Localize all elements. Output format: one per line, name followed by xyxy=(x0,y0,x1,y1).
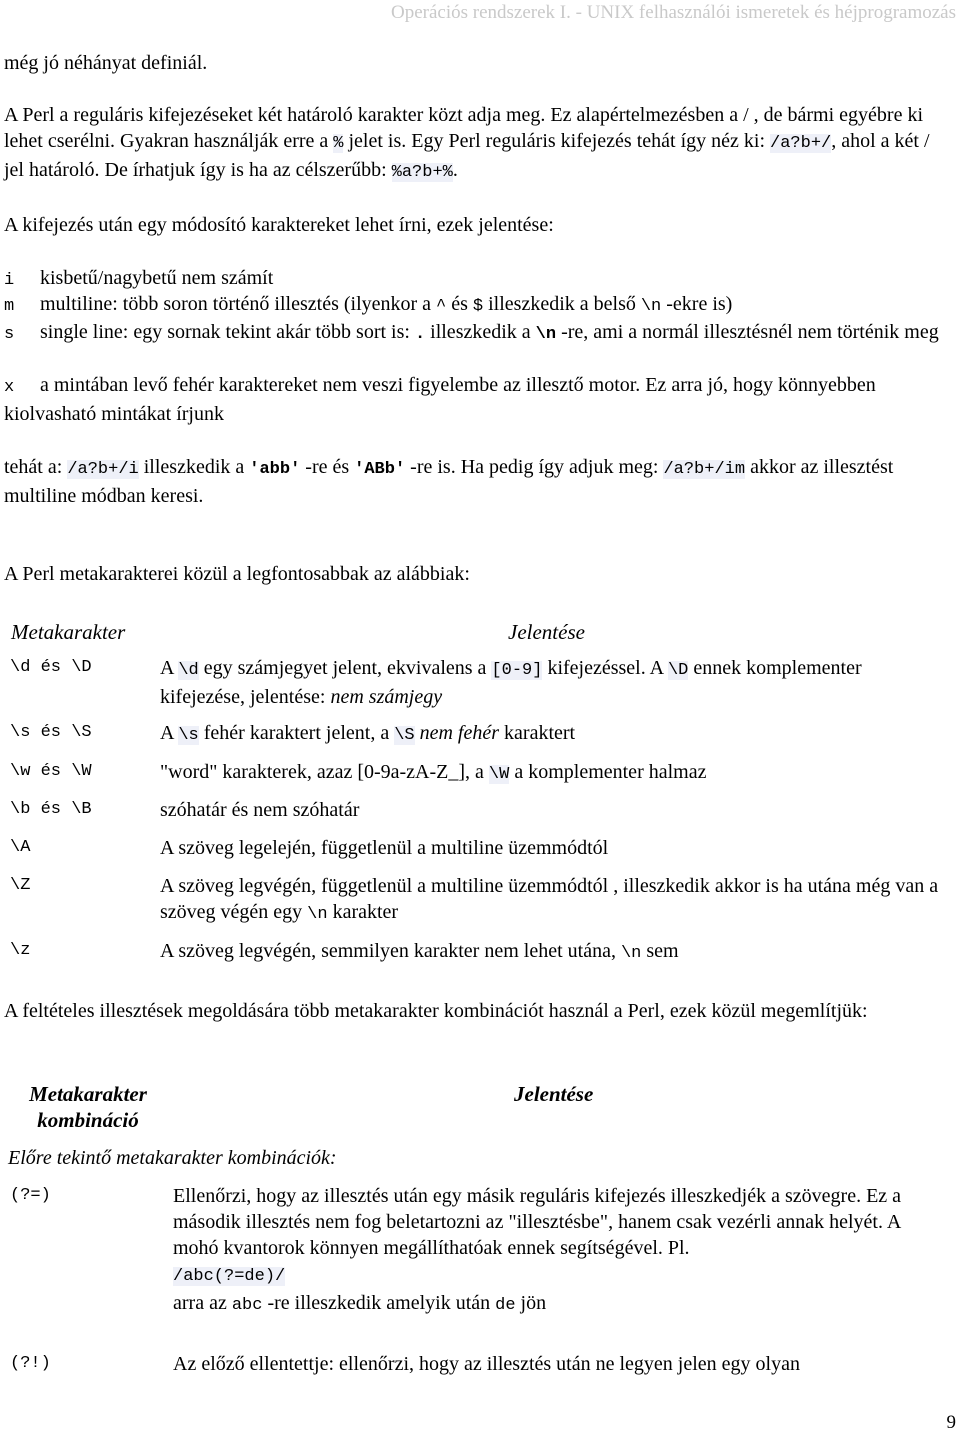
combo-subheading: Előre tekintő metakarakter kombinációk: xyxy=(8,1147,337,1169)
meta-desc-w: "word" karakterek, azaz [0-9a-zA-Z_], a \W a komplementer halmaz xyxy=(160,761,707,784)
delimiter-paragraph: A Perl a reguláris kifejezéseket két határoló karakter közt adja meg. Ez alapértelmezésben a / , de bármi egyébre ki lehet cserélni. Gyakran használják erre a % jelet is. Egy Perl reguláris kifejezés tehát így néz ki: /a?b+/, ahol a két / jel határoló. De írhatjuk így is ha az célszerűbb: %a?b+%. xyxy=(4,104,930,182)
combo-header-meaning: Jelentése xyxy=(514,1082,594,1106)
combo-desc-lookahead: Ellenőrzi, hogy az illesztés után egy másik reguláris kifejezés illeszkedjék a szövegre. Ez a második illesztés nem fog beletartozni az "illesztésbe", hanem csak vezérli annak helyét. A mohó kvantorok könnyen megállíthatóak ennek segítségével. Pl. /abc(?=de)/ arra az abc -re illeszkedik amelyik után de jön xyxy=(173,1185,902,1315)
example-paragraph: tehát a: /a?b+/i illeszkedik a 'abb' -re és 'ABb' -re is. Ha pedig így adjuk meg: /a?b+/im akkor az illesztést multiline módban keresi. xyxy=(4,456,894,507)
page-number: 9 xyxy=(946,1412,956,1433)
combo-header-key: Metakarakter kombináció xyxy=(29,1082,147,1132)
meta-key-z: \z xyxy=(10,941,31,960)
modifiers-intro: A kifejezés után egy módosító karaktereket lehet írni, ezek jelentése: xyxy=(4,214,554,236)
meta-key-Z: \Z xyxy=(10,876,31,895)
modifier-s: s single line: egy sornak tekint akár több sort is: . illeszkedik a \n -re, ami a normál illesztésnél nem történik meg xyxy=(4,321,939,344)
meta-desc-d: A \d egy számjegyet jelent, ekvivalens a [0-9] kifejezéssel. A \D ennek komplementer kifejezése, jelentése: nem számjegy xyxy=(160,657,862,708)
meta-header-key: Metakarakter xyxy=(11,620,126,644)
meta-desc-b: szóhatár és nem szóhatár xyxy=(160,799,360,821)
meta-header-meaning: Jelentése xyxy=(508,620,585,644)
combo-intro: A feltételes illesztések megoldására több metakarakter kombinációt használ a Perl, ezek közül megemlítjük: xyxy=(4,1000,868,1022)
modifier-m: m multiline: több soron történő illesztés (ilyenkor a ^ és $ illeszkedik a belső \n -ekre is) xyxy=(4,293,733,316)
combo-key-neg-lookahead: (?!) xyxy=(10,1354,51,1373)
meta-desc-z: A szöveg legvégén, semmilyen karakter nem lehet utána, \n sem xyxy=(160,940,679,963)
modifier-i: i kisbetű/nagybetű nem számít xyxy=(4,267,274,290)
meta-desc-s: A \s fehér karaktert jelent, a \S nem fehér karaktert xyxy=(160,722,576,745)
running-header: Operációs rendszerek I. - UNIX felhasználói ismeretek és héjprogramozás xyxy=(390,2,956,23)
meta-key-b: \b és \B xyxy=(10,800,92,819)
meta-desc-Z: A szöveg legvégén, függetlenül a multiline üzemmódtól , illeszkedik akkor is ha utána még van a szöveg végén egy \n karakter xyxy=(160,875,939,924)
modifier-x: x a mintában levő fehér karaktereket nem veszi figyelembe az illesztő motor. Ez arra jó, hogy könnyebben kiolvasható mintákat írjunk xyxy=(4,374,876,425)
metachar-intro: A Perl metakarakterei közül a legfontosabbak az alábbiak: xyxy=(4,563,470,585)
meta-desc-A: A szöveg legelején, függetlenül a multiline üzemmódtól xyxy=(160,837,609,859)
meta-key-s: \s és \S xyxy=(10,723,92,742)
meta-key-A: \A xyxy=(10,838,31,857)
combo-key-lookahead: (?=) xyxy=(10,1186,51,1205)
intro-line: még jó néhányat definiál. xyxy=(4,52,208,74)
meta-key-d: \d és \D xyxy=(10,658,92,677)
meta-key-w: \w és \W xyxy=(10,762,92,781)
combo-desc-neg-lookahead: Az előző ellentettje: ellenőrzi, hogy az illesztés után ne legyen jelen egy olyan xyxy=(173,1353,800,1375)
